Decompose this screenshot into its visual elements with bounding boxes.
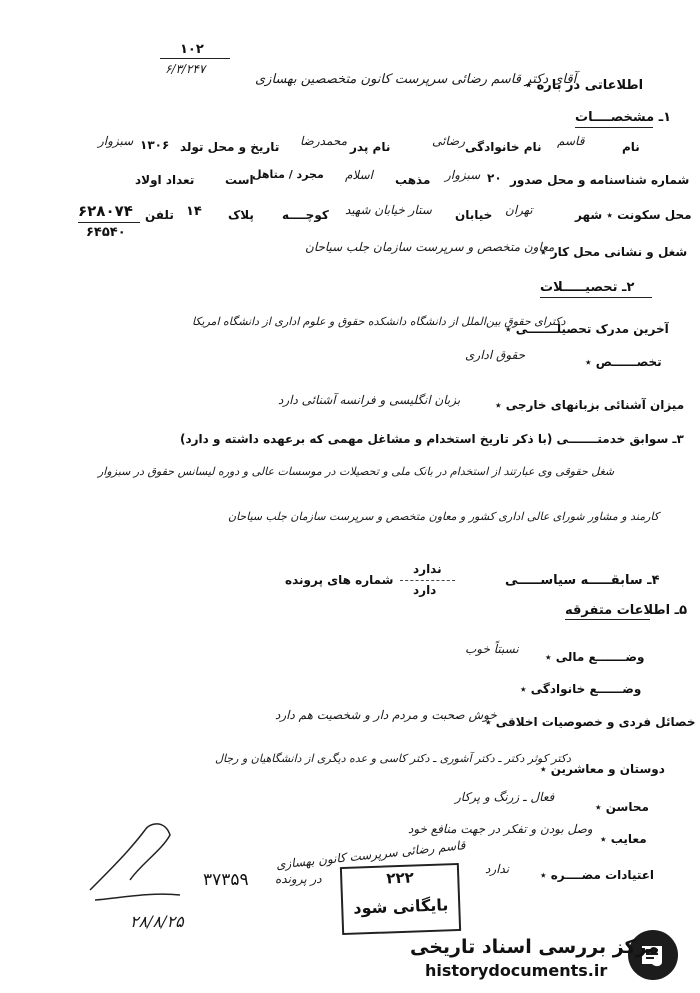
family-label: نام خانوادگی: [465, 140, 542, 154]
stamp-text: بایگانی شود: [352, 895, 449, 918]
is-text: است: [225, 173, 254, 187]
addiction-value: ندارد: [485, 862, 510, 876]
religion-label: مذهب: [395, 173, 431, 187]
financial-value: نسبتاً خوب: [465, 642, 519, 656]
section2-underline: [540, 297, 652, 298]
religion-value: اسلام: [345, 168, 373, 182]
family-value: رضائی: [432, 134, 465, 148]
section4-heading: ۴ـ سابقـــــه سیاســـــی: [505, 573, 660, 588]
political-value-top: ندارد: [413, 562, 442, 576]
plate-value: ۱۴: [186, 204, 202, 219]
father-value: محمدرضا: [300, 134, 348, 148]
section1-heading: ۱ـ مشخصــــات: [575, 110, 672, 125]
stamp-number: ۲۲۲: [385, 868, 415, 888]
title-label: اطلاعاتی در باره ٭: [525, 78, 644, 93]
friends-label: دوستان و معاشرین ٭: [540, 762, 665, 776]
merits-value: فعال ـ زرنگ و پرکار: [455, 790, 555, 804]
children-label: تعداد اولاد: [135, 173, 195, 187]
margin-note: قاسم رضائی سرپرست کانون بهسازی: [275, 838, 467, 872]
political-divider: [400, 580, 455, 581]
section1-underline: [575, 127, 653, 128]
margin-date: ۲۸/۸/۲۵: [130, 912, 184, 931]
brand-url[interactable]: historydocuments.ir: [425, 961, 608, 980]
street-label: خیابان: [455, 208, 493, 222]
friends-value: دکتر کوثر دکتر ـ دکتر آشوری ـ دکتر کاسی و عده دیگری از دانشگاهیان و رجال: [215, 752, 571, 765]
job-label: شغل و نشانی محل کار ٭: [540, 245, 688, 259]
birth-year: ۱۳۰۶: [140, 138, 170, 152]
section5-heading: ۵ـ اطلاعات متفرقه: [565, 603, 688, 618]
alley-label: کوچــــه: [282, 208, 329, 222]
section5-underline: [565, 619, 650, 620]
service-line-1: شغل حقوقی وی عبارتند از استخدام در بانک ملی و تحصیلات در موسسات عالی و دوره لیسانس حقوق در سبزوار: [98, 465, 615, 478]
degree-label: آخرین مدرک تحصیلـــــــی ٭: [505, 322, 669, 336]
addiction-label: اعتیادات مضــــره ٭: [540, 868, 655, 882]
specialty-value: حقوق اداری: [465, 348, 526, 362]
archive-label: در پرونده: [275, 872, 322, 886]
residence-label: محل سکونت ٭ شهر: [575, 208, 692, 222]
archive-stamp: [340, 863, 461, 935]
id-place: سبزوار: [445, 168, 481, 182]
phone-value: ۶۲۸۰۷۴: [78, 202, 133, 220]
degree-value: دکترای حقوق بین‌الملل از دانشگاه دانشکده حقوق و علوم اداری از دانشگاه امریکا: [192, 315, 566, 328]
name-label: نام: [622, 140, 640, 154]
job-value: معاون متخصص و سرپرست سازمان جلب سیاحان: [305, 240, 555, 254]
languages-label: میزان آشنائی بزبانهای خارجی ٭: [495, 398, 685, 412]
faults-label: معایب ٭: [600, 832, 647, 846]
birth-label: تاریخ و محل تولد: [180, 140, 280, 154]
street-value: ستار خیابان شهید: [345, 203, 432, 217]
phone-label: تلفن: [145, 208, 174, 222]
plate-label: پلاک: [228, 208, 254, 222]
birth-place: سبزوار: [98, 134, 134, 148]
traits-value: خوش صحبت و مردم دار و شخصیت هم دارد: [275, 708, 497, 722]
family-status-label: وضــــــع خانوادگی ٭: [520, 682, 642, 696]
files-label: شماره های پرونده: [285, 573, 394, 587]
financial-label: وضـــــــع مالی ٭: [545, 650, 645, 664]
archive-number: ۳۷۳۵۹: [203, 870, 249, 890]
doc-number: ۱۰۲: [180, 42, 204, 57]
specialty-label: تخصــــــص ٭: [585, 355, 662, 369]
id-value: ۲۰: [487, 171, 502, 185]
faults-value: وصل بودن و تفکر در جهت منافع خود: [408, 822, 593, 836]
doc-date-ref: ۶/۳/۲۴۷: [165, 62, 206, 76]
id-label: شماره شناسنامه و محل صدور: [510, 173, 690, 187]
section3-heading: ۳ـ سوابق خدمتـــــــی (با ذکر تاریخ استخدام و مشاغل مهمی که برعهده داشته و دارد): [180, 432, 684, 446]
title-value: آقای دکتر قاسم رضائی سرپرست کانون متخصصین بهسازی: [255, 72, 577, 87]
service-line-2: کارمند و مشاور شورای عالی اداری کشور و معاون متخصص و سرپرست سازمان جلب سیاحان: [228, 510, 660, 523]
header-underline: [160, 58, 230, 59]
languages-value: بزبان انگلیسی و فرانسه آشنائی دارد: [278, 393, 461, 407]
traits-label: خصائل فردی و خصوصیات اخلاقی ٭: [485, 715, 696, 729]
signature-scribble: [70, 810, 200, 920]
city-value: تهران: [505, 203, 533, 217]
political-value-bottom: دارد: [413, 583, 437, 597]
father-label: نام پدر: [350, 140, 391, 154]
name-value: قاسم: [557, 134, 585, 148]
section2-heading: ۲ـ تحصیـــــلات: [540, 280, 635, 295]
brand-name: مرکز بررسی اسناد تاریخی: [410, 936, 660, 958]
merits-label: محاسن ٭: [595, 800, 649, 814]
phone-divider: [78, 222, 140, 223]
marital-options: مجرد / متاهل: [252, 168, 324, 181]
phone-value-2: ۶۴۵۴۰: [86, 225, 126, 240]
